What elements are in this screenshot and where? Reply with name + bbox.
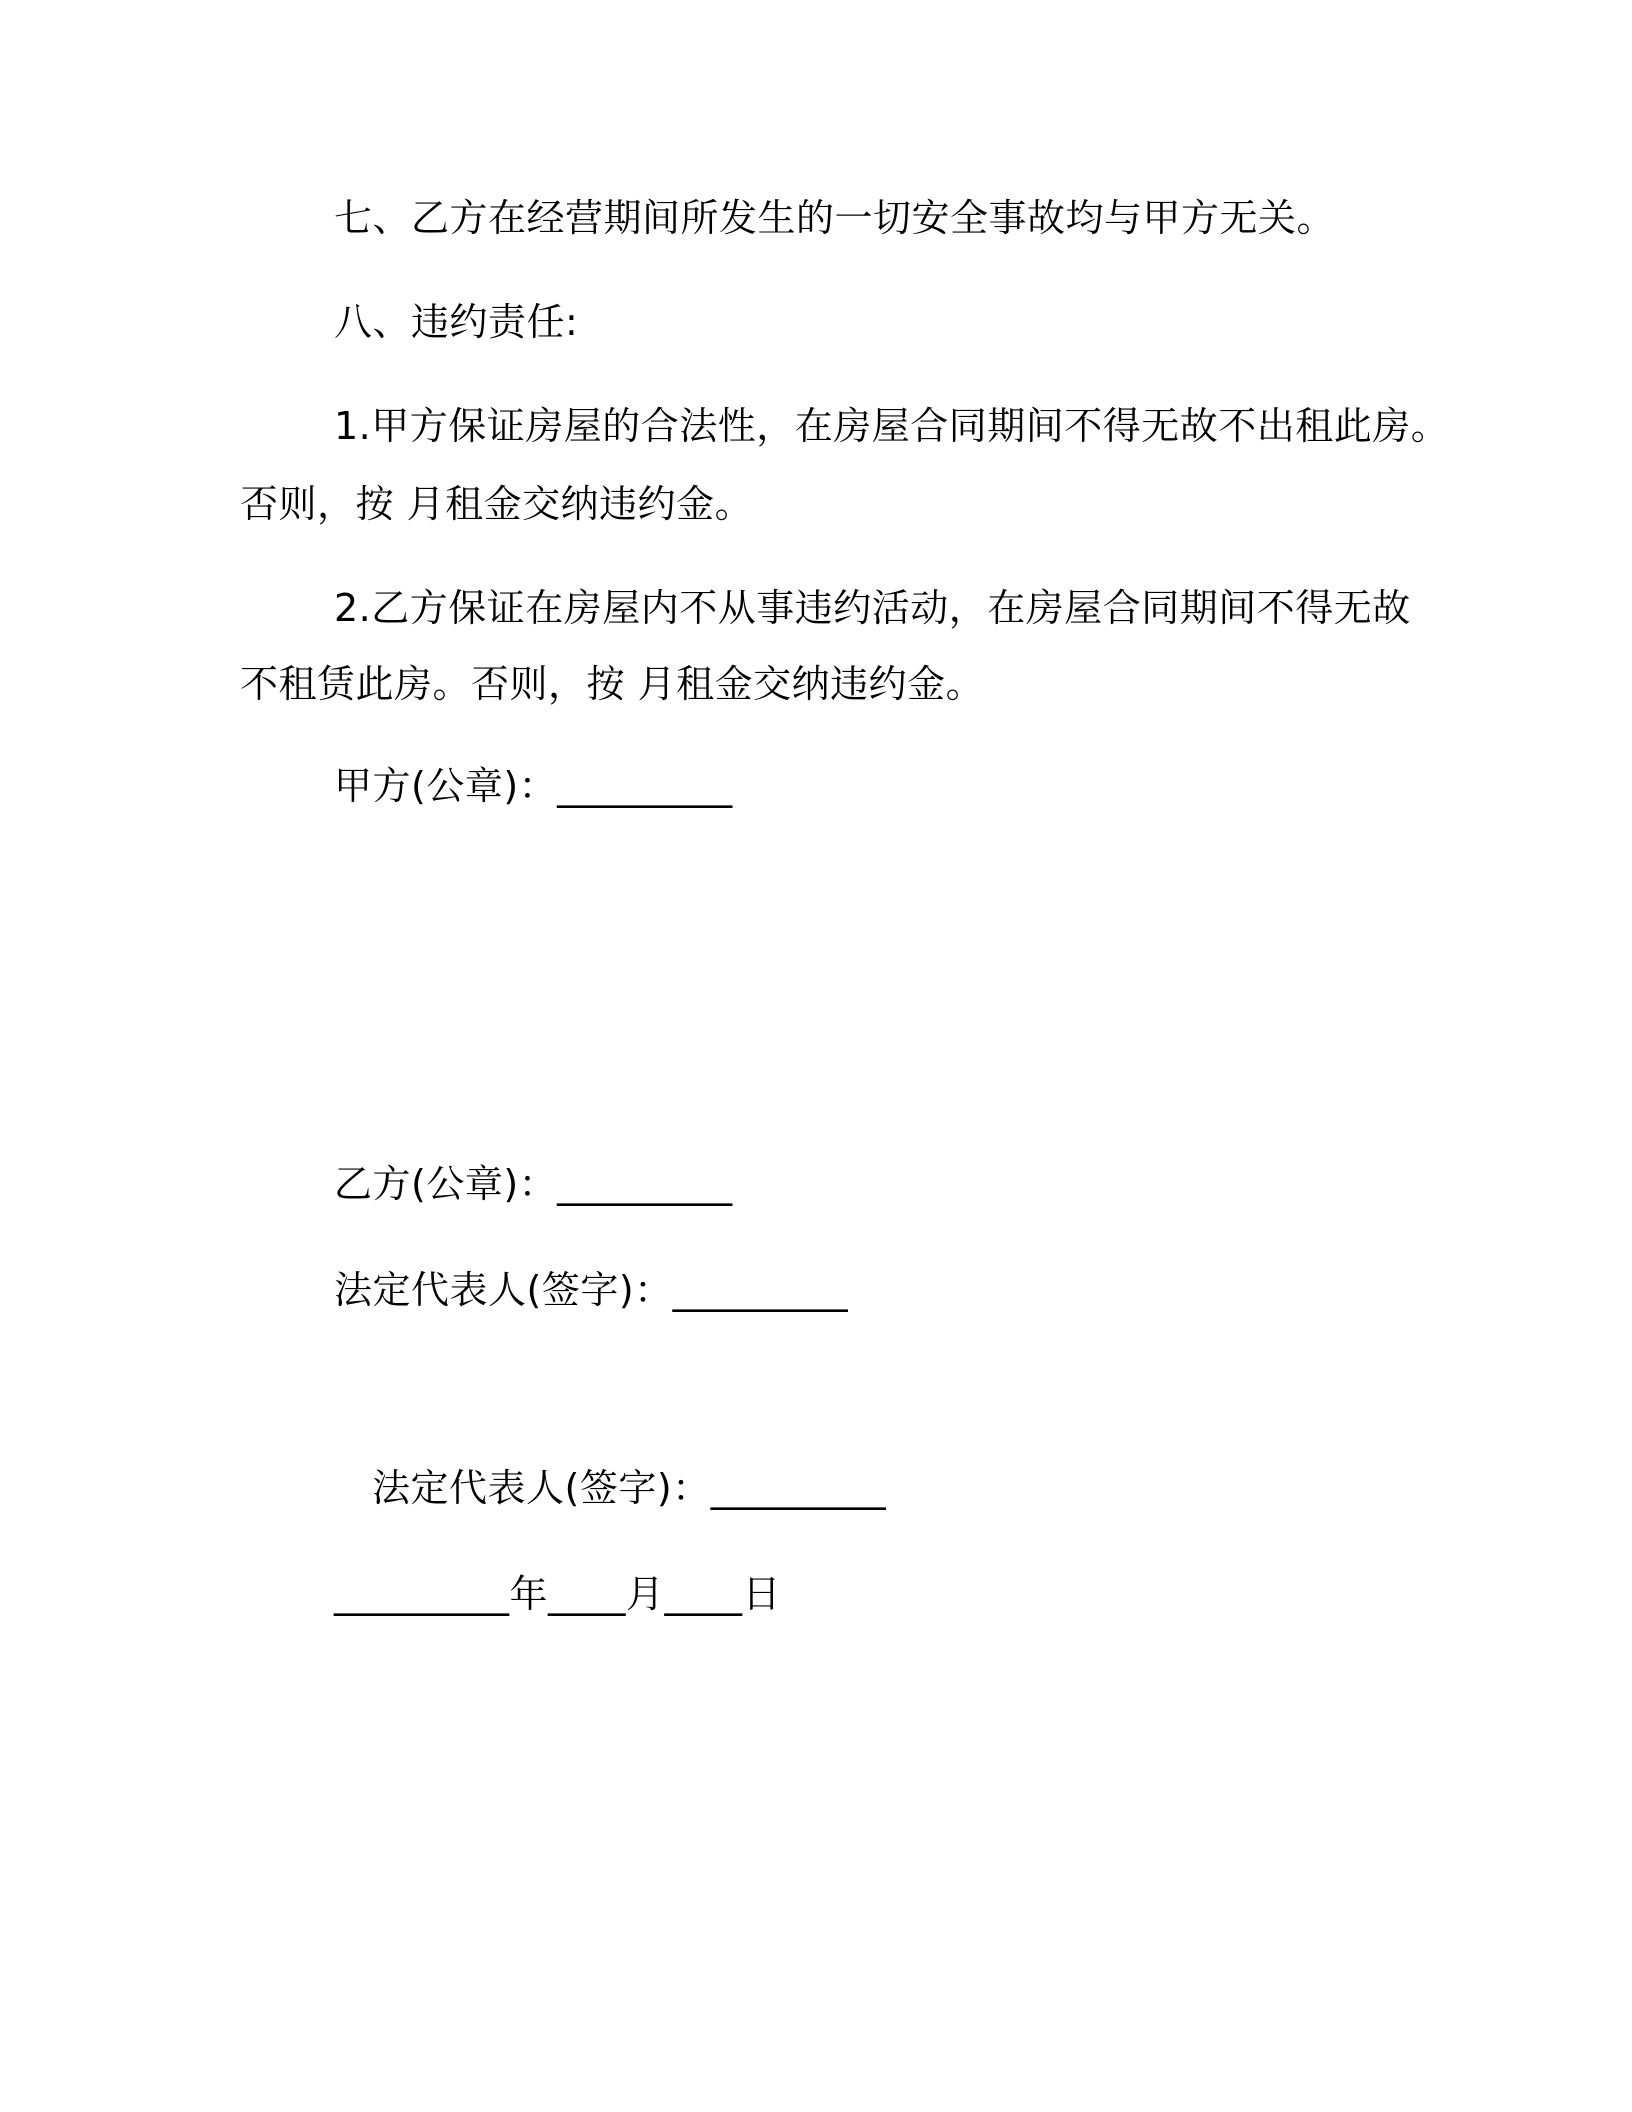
clause-7: 七、乙方在经营期间所发生的一切安全事故均与甲方无关。 (334, 196, 1336, 240)
clause-8-heading: 八、违约责任: (334, 300, 579, 344)
item-2-line-2: 不租赁此房。否则，按 月租金交纳违约金。 (240, 662, 985, 706)
date-line: _________年____月____日 (334, 1572, 782, 1616)
legal-representative-signature: 法定代表人(签字)：_________ (334, 1268, 849, 1312)
item-2-line-1: 2.乙方保证在房屋内不从事违约活动，在房屋合同期间不得无故 (334, 586, 1411, 630)
legal-representative-signature-2: 法定代表人(签字)：_________ (372, 1466, 887, 1510)
item-1-line-1: 1.甲方保证房屋的合法性，在房屋合同期间不得无故不出租此房。 (334, 404, 1450, 448)
item-1-line-2: 否则，按 月租金交纳违约金。 (240, 482, 754, 526)
party-b-seal: 乙方(公章)：_________ (334, 1162, 733, 1206)
party-a-seal: 甲方(公章)：_________ (334, 764, 733, 808)
